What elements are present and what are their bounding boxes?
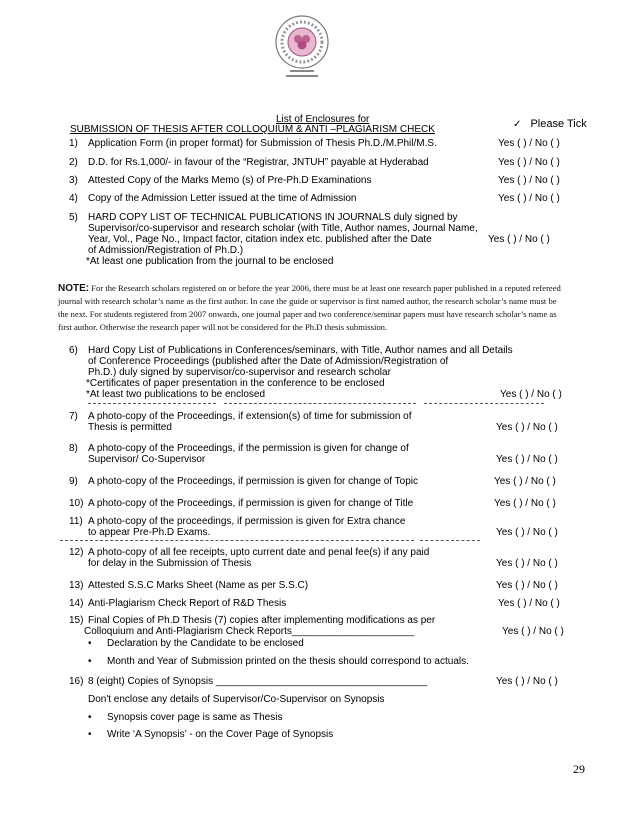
item-text: Colloquium and Anti-Plagiarism Check Reports______________________ <box>84 626 415 637</box>
separator-line <box>88 403 216 404</box>
note-label: NOTE: <box>58 283 90 294</box>
separator-line <box>424 403 544 404</box>
yes-no-choice[interactable]: Yes ( ) / No ( ) <box>494 476 556 487</box>
yes-no-choice[interactable]: Yes ( ) / No ( ) <box>496 454 558 465</box>
item-text: Final Copies of Ph.D Thesis (7) copies after implementing modifications as per <box>88 615 436 626</box>
item-text: Hard Copy List of Publications in Conferences/seminars, with Title, Author names and all Details <box>88 345 513 356</box>
item-number: 8) <box>69 443 78 454</box>
item-text: Supervisor/co-supervisor and research scholar (with Title, Author names, Journal Name, <box>88 223 478 234</box>
yes-no-choice[interactable]: Yes ( ) / No ( ) <box>498 157 560 168</box>
item-instruction: Don't enclose any details of Supervisor/Co-Supervisor on Synopsis <box>88 694 385 705</box>
item-number: 7) <box>69 411 78 422</box>
bullet-item: • Month and Year of Submission printed on the thesis should correspond to actuals. <box>107 656 469 668</box>
item-text: Supervisor/ Co-Supervisor <box>88 454 206 465</box>
document-subtitle: SUBMISSION OF THESIS AFTER COLLOQUIUM & ANTI –PLAGIARISM CHECK <box>70 124 435 135</box>
item-text: for delay in the Submission of Thesis <box>88 558 252 569</box>
separator-line <box>224 403 416 404</box>
item-number: 4) <box>69 193 78 204</box>
document-title: List of Enclosures for <box>276 114 370 125</box>
item-text: Application Form (in proper format) for Submission of Thesis Ph.D./M.Phil/M.S. <box>88 138 437 149</box>
item-text: A photo-copy of the Proceedings, if permission is given for change of Topic <box>88 476 419 487</box>
note-paragraph-line: journal with research scholar’s name as the first author. In case the guide or supervisor is first named author, the research scholar’s name must be <box>58 296 557 306</box>
note-paragraph-line: the next. For students registered from 2007 onwards, one journal paper and two conference/seminar papers must have research scholar’s name as <box>58 309 557 319</box>
item-number: 13) <box>69 580 84 591</box>
item-note: *At least two publications to be enclosed <box>86 389 265 400</box>
item-text: D.D. for Rs.1,000/- in favour of the “Registrar, JNTUH” payable at Hyderabad <box>88 157 429 168</box>
page-number: 29 <box>573 762 585 776</box>
yes-no-choice[interactable]: Yes ( ) / No ( ) <box>498 598 560 609</box>
item-text: HARD COPY LIST OF TECHNICAL PUBLICATIONS IN JOURNALS duly signed by <box>88 212 458 223</box>
item-text: A photo-copy of the Proceedings, if extension(s) of time for submission of <box>88 411 412 422</box>
item-text: A photo-copy of the proceedings, if permission is given for Extra chance <box>88 516 406 527</box>
item-number: 5) <box>69 212 78 223</box>
jntu-logo <box>274 14 330 94</box>
item-note: *Certificates of paper presentation in the conference to be enclosed <box>86 378 385 389</box>
item-note: *At least one publication from the journal to be enclosed <box>86 256 334 267</box>
yes-no-choice[interactable]: Yes ( ) / No ( ) <box>498 138 560 149</box>
checkmark-icon: ✓ <box>513 119 522 130</box>
item-text: A photo-copy of the Proceedings, if the permission is given for change of <box>88 443 409 454</box>
yes-no-choice[interactable]: Yes ( ) / No ( ) <box>498 193 560 204</box>
please-tick-label: ✓ Please Tick <box>513 118 587 130</box>
item-number: 16) <box>69 676 84 687</box>
separator-line <box>420 540 480 541</box>
item-number: 10) <box>69 498 84 509</box>
item-number: 11) <box>69 516 83 527</box>
item-text: A photo-copy of the Proceedings, if permission is given for change of Title <box>88 498 414 509</box>
item-number: 9) <box>69 476 78 487</box>
bullet-item: • Synopsis cover page is same as Thesis <box>107 712 282 724</box>
item-text: Copy of the Admission Letter issued at the time of Admission <box>88 193 357 204</box>
item-text: Attested Copy of the Marks Memo (s) of Pre-Ph.D Examinations <box>88 175 372 186</box>
yes-no-choice[interactable]: Yes ( ) / No ( ) <box>496 558 558 569</box>
yes-no-choice[interactable]: Yes ( ) / No ( ) <box>496 676 558 687</box>
item-number: 3) <box>69 175 78 186</box>
separator-line <box>60 540 414 541</box>
item-text: Anti-Plagiarism Check Report of R&D Thesis <box>88 598 287 609</box>
item-text: of Admission/Registration of Ph.D.) <box>88 245 244 256</box>
bullet-item: • Write ‘A Synopsis’ - on the Cover Page of Synopsis <box>107 729 333 741</box>
yes-no-choice[interactable]: Yes ( ) / No ( ) <box>494 498 556 509</box>
item-number: 15) <box>69 615 84 626</box>
item-text: to appear Pre-Ph.D Exams. <box>88 527 211 538</box>
yes-no-choice[interactable]: Yes ( ) / No ( ) <box>500 389 562 400</box>
note-paragraph-line: NOTE: For the Research scholars registered on or before the year 2006, there must be at least one research paper published in a reputed refereed <box>58 283 561 294</box>
yes-no-choice[interactable]: Yes ( ) / No ( ) <box>498 175 560 186</box>
item-text: Year, Vol., Page No., Impact factor, citation index etc. published after the Date <box>88 234 432 245</box>
yes-no-choice[interactable]: Yes ( ) / No ( ) <box>488 234 550 245</box>
item-number: 6) <box>69 345 78 356</box>
item-text: 8 (eight) Copies of Synopsis ______________________________________ <box>88 676 428 687</box>
yes-no-choice[interactable]: Yes ( ) / No ( ) <box>496 580 558 591</box>
yes-no-choice[interactable]: Yes ( ) / No ( ) <box>496 527 558 538</box>
item-text: Ph.D.) duly signed by supervisor/co-supervisor and research scholar <box>88 367 391 378</box>
item-number: 1) <box>69 138 78 149</box>
item-text: Attested S.S.C Marks Sheet (Name as per S.S.C) <box>88 580 309 591</box>
item-text: of Conference Proceedings (published after the Date of Admission/Registration of <box>88 356 449 367</box>
item-text: A photo-copy of all fee receipts, upto current date and penal fee(s) if any paid <box>88 547 430 558</box>
note-paragraph-line: first author. Otherwise the research paper will not be considered for the Ph.D thesis submission. <box>58 322 388 332</box>
item-number: 2) <box>69 157 78 168</box>
yes-no-choice[interactable]: Yes ( ) / No ( ) <box>496 422 558 433</box>
item-number: 12) <box>69 547 84 558</box>
item-text: Thesis is permitted <box>88 422 172 433</box>
bullet-item: • Declaration by the Candidate to be enclosed <box>107 638 304 650</box>
item-number: 14) <box>69 598 84 609</box>
yes-no-choice[interactable]: Yes ( ) / No ( ) <box>502 626 564 637</box>
